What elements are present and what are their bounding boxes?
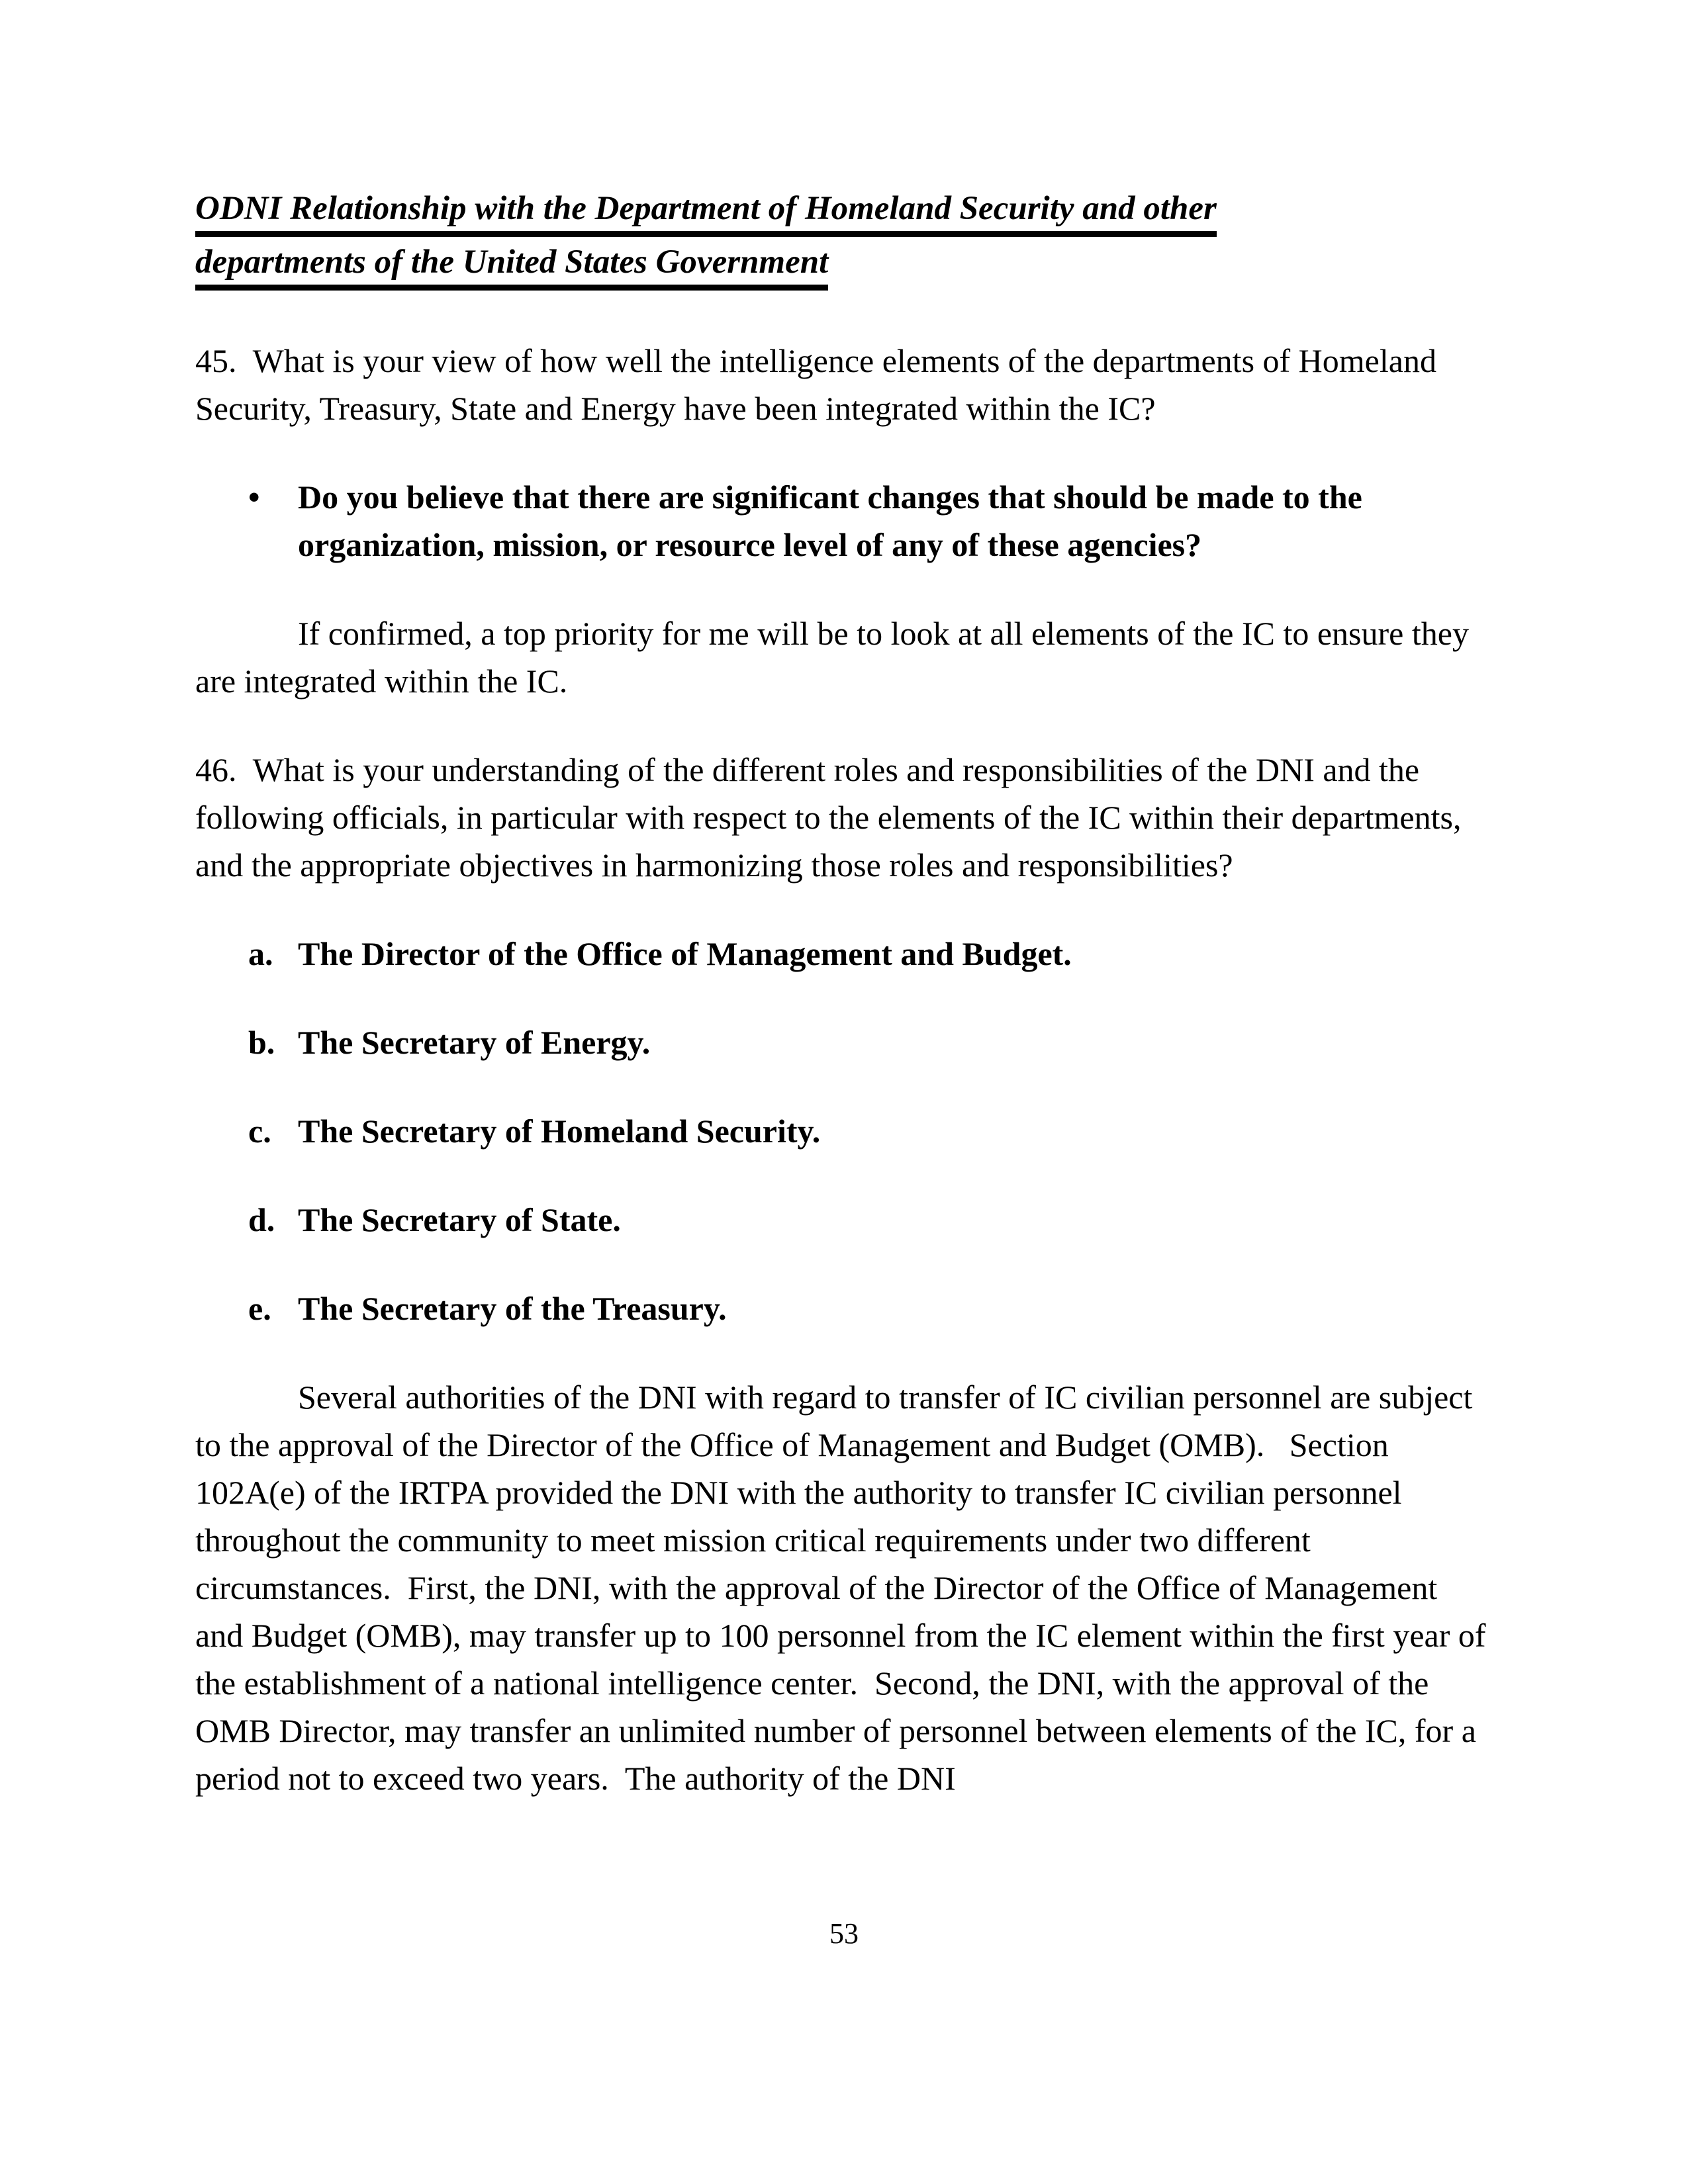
list-item-b bbox=[195, 1019, 1493, 1066]
list-item-c-label: c. bbox=[248, 1113, 271, 1150]
section-heading-line-2 bbox=[195, 242, 1493, 291]
answer-45: If confirmed, a top priority for me will be to look at all elements of the IC to ensure they are integrated within the IC. bbox=[195, 615, 1477, 700]
bullet-item bbox=[195, 473, 1493, 569]
list-item-a-label: a. bbox=[248, 935, 273, 973]
bullet-icon: • bbox=[248, 478, 260, 516]
list-item-e-text: The Secretary of the Treasury. bbox=[298, 1290, 727, 1328]
section-heading-line-1 bbox=[195, 189, 1493, 237]
section-heading-line-1-text: ODNI Relationship with the Department of Homeland Security and other bbox=[195, 189, 1217, 237]
question-46: 46. What is your understanding of the different roles and responsibilities of the DNI and the following officials, in particular with respect to the elements of the IC within their departments, and the appropriate objectives in harmonizing those roles and responsibilities? bbox=[195, 751, 1470, 884]
section-heading bbox=[195, 189, 1493, 291]
page-number: 53 bbox=[829, 1917, 859, 1950]
list-item-b-label: b. bbox=[248, 1024, 275, 1062]
list-item-e-label: e. bbox=[248, 1290, 271, 1328]
list-item-a bbox=[195, 930, 1493, 978]
section-heading-line-2-text: departments of the United States Government bbox=[195, 242, 828, 291]
bullet-text: Do you believe that there are significant changes that should be made to the organization, mission, or resource level of any of these agencies? bbox=[298, 478, 1371, 564]
list-item-d bbox=[195, 1196, 1493, 1244]
list-item-d-text: The Secretary of State. bbox=[298, 1201, 621, 1239]
list-item-c bbox=[195, 1107, 1493, 1155]
list-item-b-text: The Secretary of Energy. bbox=[298, 1024, 651, 1062]
question-45: 45. What is your view of how well the intelligence elements of the departments of Homeland Security, Treasury, State and Energy have been integrated within the IC? bbox=[195, 342, 1445, 428]
list-item-a-text: The Director of the Office of Management and Budget. bbox=[298, 935, 1072, 973]
list-item-d-label: d. bbox=[248, 1201, 275, 1239]
answer-46: Several authorities of the DNI with regard to transfer of IC civilian personnel are subject to the approval of the Director of the Office of Management and Budget (OMB). Section 102A(e) of the IRTPA provided the DNI with the authority to transfer IC civilian personnel throughout the community to meet mission critical requirements under two different circumstances. First, the DNI, with the approval of the Director of the Office of Management and Budget (OMB), may transfer up to 100 personnel from the IC element within the first year of the establishment of a national intelligence center. Second, the DNI, with the approval of the OMB Director, may transfer an unlimited number of personnel between elements of the IC, for a period not to exceed two years. The authority of the DNI bbox=[195, 1379, 1495, 1797]
list-item-e bbox=[195, 1285, 1493, 1332]
list-item-c-text: The Secretary of Homeland Security. bbox=[298, 1113, 821, 1150]
